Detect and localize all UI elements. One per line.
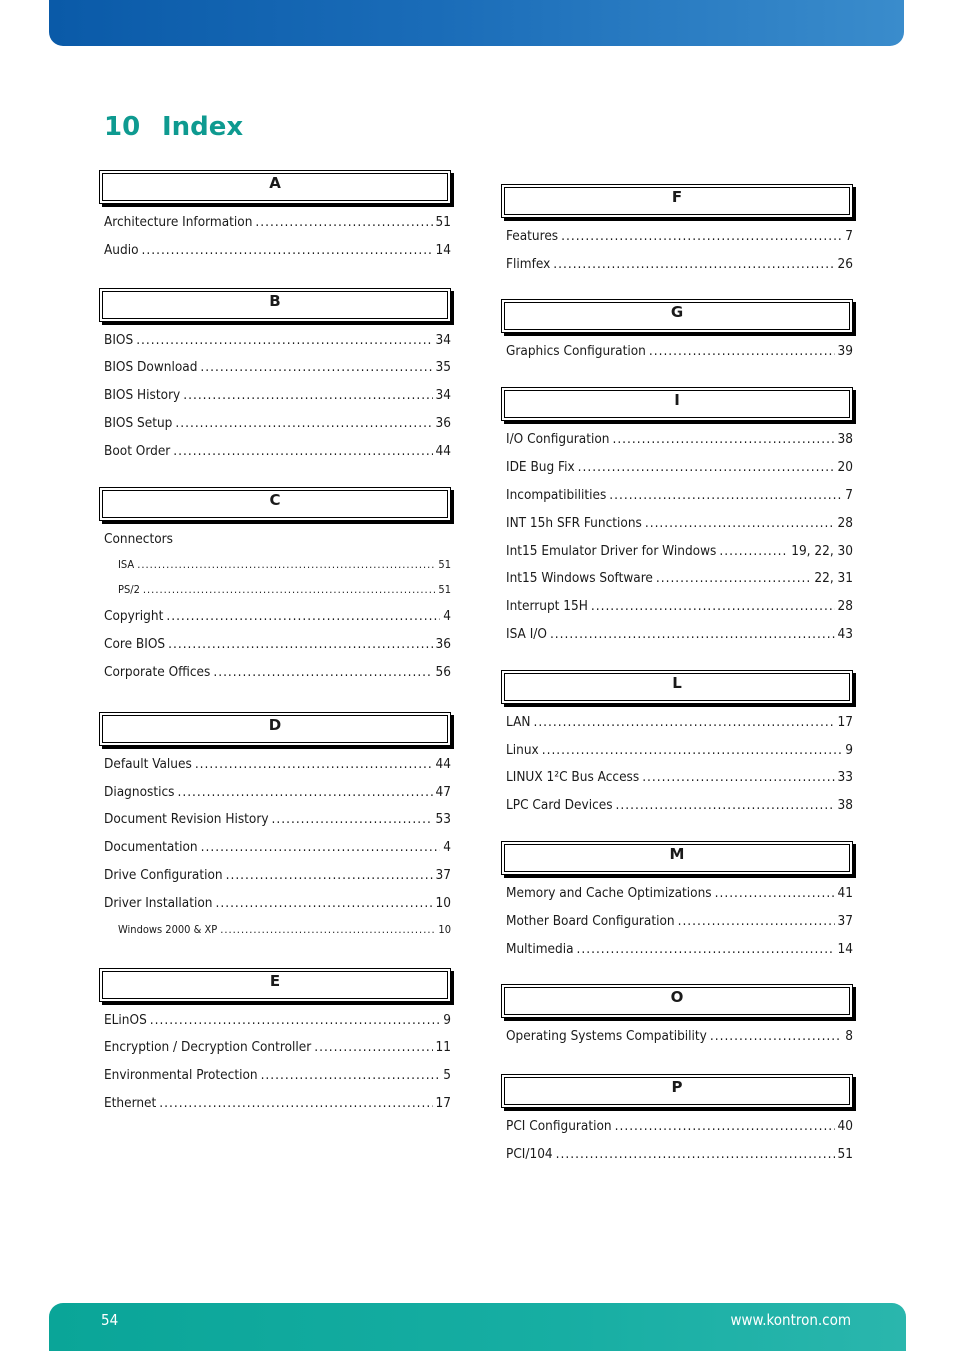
index-entry-page: 35 xyxy=(435,359,451,376)
dot-leader xyxy=(261,1067,441,1083)
dot-leader xyxy=(168,636,432,652)
dot-leader xyxy=(542,742,843,758)
index-entry-label: PS/2 xyxy=(118,583,140,597)
index-entry-page: 9 xyxy=(845,741,853,758)
index-entry[interactable] xyxy=(506,1118,853,1146)
index-entry-label: PCI/104 xyxy=(506,1145,553,1162)
index-entry[interactable] xyxy=(104,1095,451,1123)
index-entry-label: Ethernet xyxy=(104,1094,157,1111)
index-entry-page: 17 xyxy=(837,713,853,730)
index-entry[interactable] xyxy=(104,332,451,360)
dot-leader xyxy=(591,598,835,614)
index-entry-label: Multimedia xyxy=(506,940,574,957)
dot-leader xyxy=(213,664,432,680)
section-letter-heading: C xyxy=(99,487,451,521)
index-entry-label: Drive Configuration xyxy=(104,866,223,883)
dot-leader xyxy=(201,839,441,855)
dot-leader xyxy=(719,543,788,559)
index-entry-page: 5 xyxy=(443,1067,451,1084)
index-entry-page: 26 xyxy=(837,255,853,272)
index-entry[interactable] xyxy=(506,459,853,487)
index-entry-page: 14 xyxy=(435,241,451,258)
section-letter-heading: D xyxy=(99,712,451,746)
index-entry-page: 56 xyxy=(435,663,451,680)
index-entry-page: 38 xyxy=(837,431,853,448)
section-letter-heading: B xyxy=(99,288,451,322)
index-entry-page: 51 xyxy=(435,214,451,230)
dot-leader xyxy=(150,1012,440,1028)
dot-leader xyxy=(216,895,433,911)
index-entry-page: 8 xyxy=(845,1028,853,1045)
index-entry-page: 40 xyxy=(837,1118,853,1135)
index-entry-list xyxy=(501,1108,859,1174)
index-entry-page: 14 xyxy=(837,940,853,957)
dot-leader xyxy=(642,769,834,785)
index-entry-label: Diagnostics xyxy=(104,783,175,800)
index-entry-page: 4 xyxy=(443,839,451,856)
index-entry[interactable] xyxy=(506,543,853,571)
index-entry-list xyxy=(99,322,457,471)
index-entry[interactable] xyxy=(506,742,853,770)
index-entry[interactable] xyxy=(506,431,853,459)
dot-leader xyxy=(255,214,432,230)
index-entry[interactable] xyxy=(104,214,451,242)
dot-leader xyxy=(615,1118,835,1134)
dot-leader xyxy=(195,756,433,772)
index-section-e xyxy=(99,968,457,1123)
index-section-l xyxy=(501,670,859,825)
index-entry-label: BIOS History xyxy=(104,387,181,404)
index-entry-label: Memory and Cache Optimizations xyxy=(506,884,712,901)
index-entry[interactable] xyxy=(104,531,451,559)
section-letter-heading: M xyxy=(501,841,853,875)
footer-bar xyxy=(49,1303,906,1351)
index-entry-label: Linux xyxy=(506,741,539,758)
index-section-o xyxy=(501,984,859,1056)
index-entry-label: Flimfex xyxy=(506,255,551,272)
dot-leader xyxy=(553,256,834,272)
index-entry[interactable] xyxy=(104,443,451,471)
index-entry[interactable] xyxy=(104,242,451,270)
index-entry-page: 20 xyxy=(837,459,853,476)
index-entry-label: PCI Configuration xyxy=(506,1118,612,1135)
dot-leader xyxy=(183,387,432,403)
dot-leader xyxy=(678,913,835,929)
index-entry[interactable] xyxy=(104,415,451,443)
index-entry[interactable] xyxy=(104,756,451,784)
index-entry-list xyxy=(501,218,859,284)
index-entry[interactable] xyxy=(104,867,451,895)
index-entry-label: ISA xyxy=(118,558,135,572)
index-entry-page: 28 xyxy=(837,514,853,531)
index-entry-label: Corporate Offices xyxy=(104,663,211,680)
dot-leader xyxy=(166,608,440,624)
index-entry-label: BIOS Setup xyxy=(104,414,173,431)
index-entry-label: Copyright xyxy=(104,608,164,625)
index-entry-label: Int15 Emulator Driver for Windows xyxy=(506,542,717,559)
section-letter-heading: I xyxy=(501,387,853,421)
dot-leader xyxy=(175,415,432,431)
page-number: 54 xyxy=(101,1311,119,1329)
index-column-right xyxy=(501,184,859,1174)
index-entry-label: Audio xyxy=(104,241,139,258)
index-entry-label: Documentation xyxy=(104,839,198,856)
index-entry-page: 37 xyxy=(837,912,853,929)
index-entry[interactable] xyxy=(104,359,451,387)
index-entry-label: Mother Board Configuration xyxy=(506,912,675,929)
index-entry-page: 53 xyxy=(435,811,451,828)
index-entry-list xyxy=(99,1002,457,1123)
index-entry-label: ISA I/O xyxy=(506,625,547,642)
index-entry[interactable] xyxy=(104,583,451,608)
index-entry[interactable] xyxy=(104,1039,451,1067)
chapter-title: Index xyxy=(162,112,244,142)
index-entry-page: 41 xyxy=(837,884,853,901)
index-entry[interactable] xyxy=(506,487,853,515)
index-entry-label: ELinOS xyxy=(104,1011,147,1028)
index-column-left xyxy=(99,170,457,1123)
index-entry[interactable] xyxy=(506,256,853,284)
dot-leader xyxy=(142,242,433,258)
index-entry-label: LPC Card Devices xyxy=(506,797,613,814)
index-section-a xyxy=(99,170,457,270)
index-entry[interactable] xyxy=(104,811,451,839)
index-entry-list xyxy=(501,333,859,371)
index-entry-label: Features xyxy=(506,228,559,244)
dot-leader xyxy=(200,359,432,375)
index-entry-label: LAN xyxy=(506,713,531,730)
index-entry-label: Incompatibilities xyxy=(506,486,607,503)
index-section-i xyxy=(501,387,859,653)
index-entry[interactable] xyxy=(104,558,451,583)
chapter-number: 10 xyxy=(104,112,141,142)
index-entry-page: 4 xyxy=(443,608,451,625)
index-entry-page: 10 xyxy=(438,922,451,936)
dot-leader xyxy=(616,797,835,813)
index-entry-list xyxy=(501,421,859,653)
index-entry[interactable] xyxy=(104,895,451,923)
index-entry[interactable] xyxy=(506,343,853,371)
index-entry-label: BIOS Download xyxy=(104,359,198,376)
index-entry[interactable] xyxy=(104,839,451,867)
dot-leader xyxy=(609,487,842,503)
index-entry[interactable] xyxy=(506,626,853,654)
dot-leader xyxy=(314,1039,432,1055)
index-entry-page: 36 xyxy=(435,414,451,431)
dot-leader xyxy=(226,867,433,883)
index-entry[interactable] xyxy=(506,941,853,969)
index-entry-label: Graphics Configuration xyxy=(506,342,646,359)
dot-leader xyxy=(556,1146,835,1162)
index-entry-page: 19, 22, 30 xyxy=(791,542,853,559)
index-entry[interactable] xyxy=(104,1067,451,1095)
index-entry[interactable] xyxy=(104,387,451,415)
index-entry-page: 34 xyxy=(435,387,451,404)
dot-leader xyxy=(272,811,433,827)
dot-leader xyxy=(577,941,835,957)
index-entry[interactable] xyxy=(104,923,451,948)
index-entry-page: 34 xyxy=(435,331,451,348)
index-section-f xyxy=(501,184,859,284)
index-section-m xyxy=(501,841,859,968)
top-banner xyxy=(49,0,904,46)
dot-leader xyxy=(656,570,812,586)
index-entry-page: 51 xyxy=(438,558,451,572)
index-entry-label: Connectors xyxy=(104,530,173,547)
index-entry[interactable] xyxy=(506,1146,853,1174)
dot-leader xyxy=(715,885,835,901)
index-entry-page: 17 xyxy=(435,1094,451,1111)
index-entry[interactable] xyxy=(506,913,853,941)
index-entry-label: Operating Systems Compatibility xyxy=(506,1028,707,1045)
index-entry-label: Document Revision History xyxy=(104,811,269,828)
index-entry[interactable] xyxy=(104,784,451,812)
index-section-p xyxy=(501,1074,859,1174)
index-entry-page: 11 xyxy=(435,1039,451,1056)
index-entry-page: 7 xyxy=(845,486,853,503)
index-entry[interactable] xyxy=(506,1028,853,1056)
index-entry-page: 10 xyxy=(435,894,451,911)
index-section-g xyxy=(501,299,859,371)
index-entry-page: 33 xyxy=(837,769,853,786)
section-letter-heading: L xyxy=(501,670,853,704)
dot-leader xyxy=(612,431,834,447)
index-entry-label: Windows 2000 & XP xyxy=(118,922,218,936)
index-entry[interactable] xyxy=(104,636,451,664)
section-letter-heading: P xyxy=(501,1074,853,1108)
index-entry-list xyxy=(501,1018,859,1056)
dot-leader xyxy=(159,1095,432,1111)
index-entry-page: 51 xyxy=(837,1145,853,1162)
index-entry-page: 37 xyxy=(435,866,451,883)
dot-leader xyxy=(649,343,835,359)
index-entry[interactable] xyxy=(104,1012,451,1040)
index-entry-page: 44 xyxy=(435,755,451,772)
index-entry[interactable] xyxy=(506,598,853,626)
index-section-d xyxy=(99,712,457,948)
index-entry-page: 36 xyxy=(435,636,451,653)
index-entry[interactable] xyxy=(506,228,853,256)
index-entry-page: 47 xyxy=(435,783,451,800)
index-entry-label: Boot Order xyxy=(104,442,171,459)
index-entry-label: IDE Bug Fix xyxy=(506,459,575,476)
index-entry[interactable] xyxy=(506,714,853,742)
index-entry-list xyxy=(501,875,859,968)
index-entry-list xyxy=(99,204,457,270)
index-entry[interactable] xyxy=(506,885,853,913)
index-entry-label: BIOS xyxy=(104,331,134,348)
index-entry-list xyxy=(99,521,457,692)
index-entry-page: 43 xyxy=(837,625,853,642)
index-entry-page: 38 xyxy=(837,797,853,814)
dot-leader xyxy=(136,332,432,348)
index-section-b xyxy=(99,288,457,471)
index-entry-label: Architecture Information xyxy=(104,214,253,230)
index-entry-label: Encryption / Decryption Controller xyxy=(104,1039,312,1056)
index-entry[interactable] xyxy=(104,664,451,692)
dot-leader xyxy=(561,228,842,244)
dot-leader xyxy=(173,443,432,459)
index-entry[interactable] xyxy=(506,769,853,797)
dot-leader xyxy=(220,923,435,936)
section-letter-heading: F xyxy=(501,184,853,218)
index-section-c xyxy=(99,487,457,692)
section-letter-heading: G xyxy=(501,299,853,333)
dot-leader xyxy=(645,515,835,531)
index-entry-page: 22, 31 xyxy=(814,570,853,587)
dot-leader xyxy=(137,558,435,571)
index-entry-label: LINUX 1²C Bus Access xyxy=(506,769,640,786)
index-entry[interactable] xyxy=(506,797,853,825)
index-entry-page: 44 xyxy=(435,442,451,459)
dot-leader xyxy=(177,784,432,800)
index-entry-label: INT 15h SFR Functions xyxy=(506,514,642,531)
page-title xyxy=(104,112,243,152)
index-entry-page: 7 xyxy=(845,228,853,244)
dot-leader xyxy=(710,1028,842,1044)
index-entry[interactable] xyxy=(104,608,451,636)
index-entry-list xyxy=(99,746,457,948)
index-entry-list xyxy=(501,704,859,825)
index-entry-label: I/O Configuration xyxy=(506,431,610,448)
index-entry-label: Int15 Windows Software xyxy=(506,570,653,587)
index-entry-label: Interrupt 15H xyxy=(506,598,588,615)
index-entry-page: 51 xyxy=(438,583,451,597)
index-entry[interactable] xyxy=(506,570,853,598)
dot-leader xyxy=(533,714,834,730)
index-entry-label: Driver Installation xyxy=(104,894,213,911)
section-letter-heading: E xyxy=(99,968,451,1002)
index-entry[interactable] xyxy=(506,515,853,543)
section-letter-heading: A xyxy=(99,170,451,204)
index-entry-page: 28 xyxy=(837,598,853,615)
dot-leader xyxy=(550,626,835,642)
index-entry-label: Default Values xyxy=(104,755,192,772)
index-entry-label: Core BIOS xyxy=(104,636,166,653)
website-link[interactable]: www.kontron.com xyxy=(730,1311,851,1329)
section-letter-heading: O xyxy=(501,984,853,1018)
dot-leader xyxy=(578,459,835,475)
dot-leader xyxy=(143,583,436,596)
index-entry-page: 9 xyxy=(443,1011,451,1028)
index-entry-page: 39 xyxy=(837,342,853,359)
index-entry-label: Environmental Protection xyxy=(104,1067,258,1084)
